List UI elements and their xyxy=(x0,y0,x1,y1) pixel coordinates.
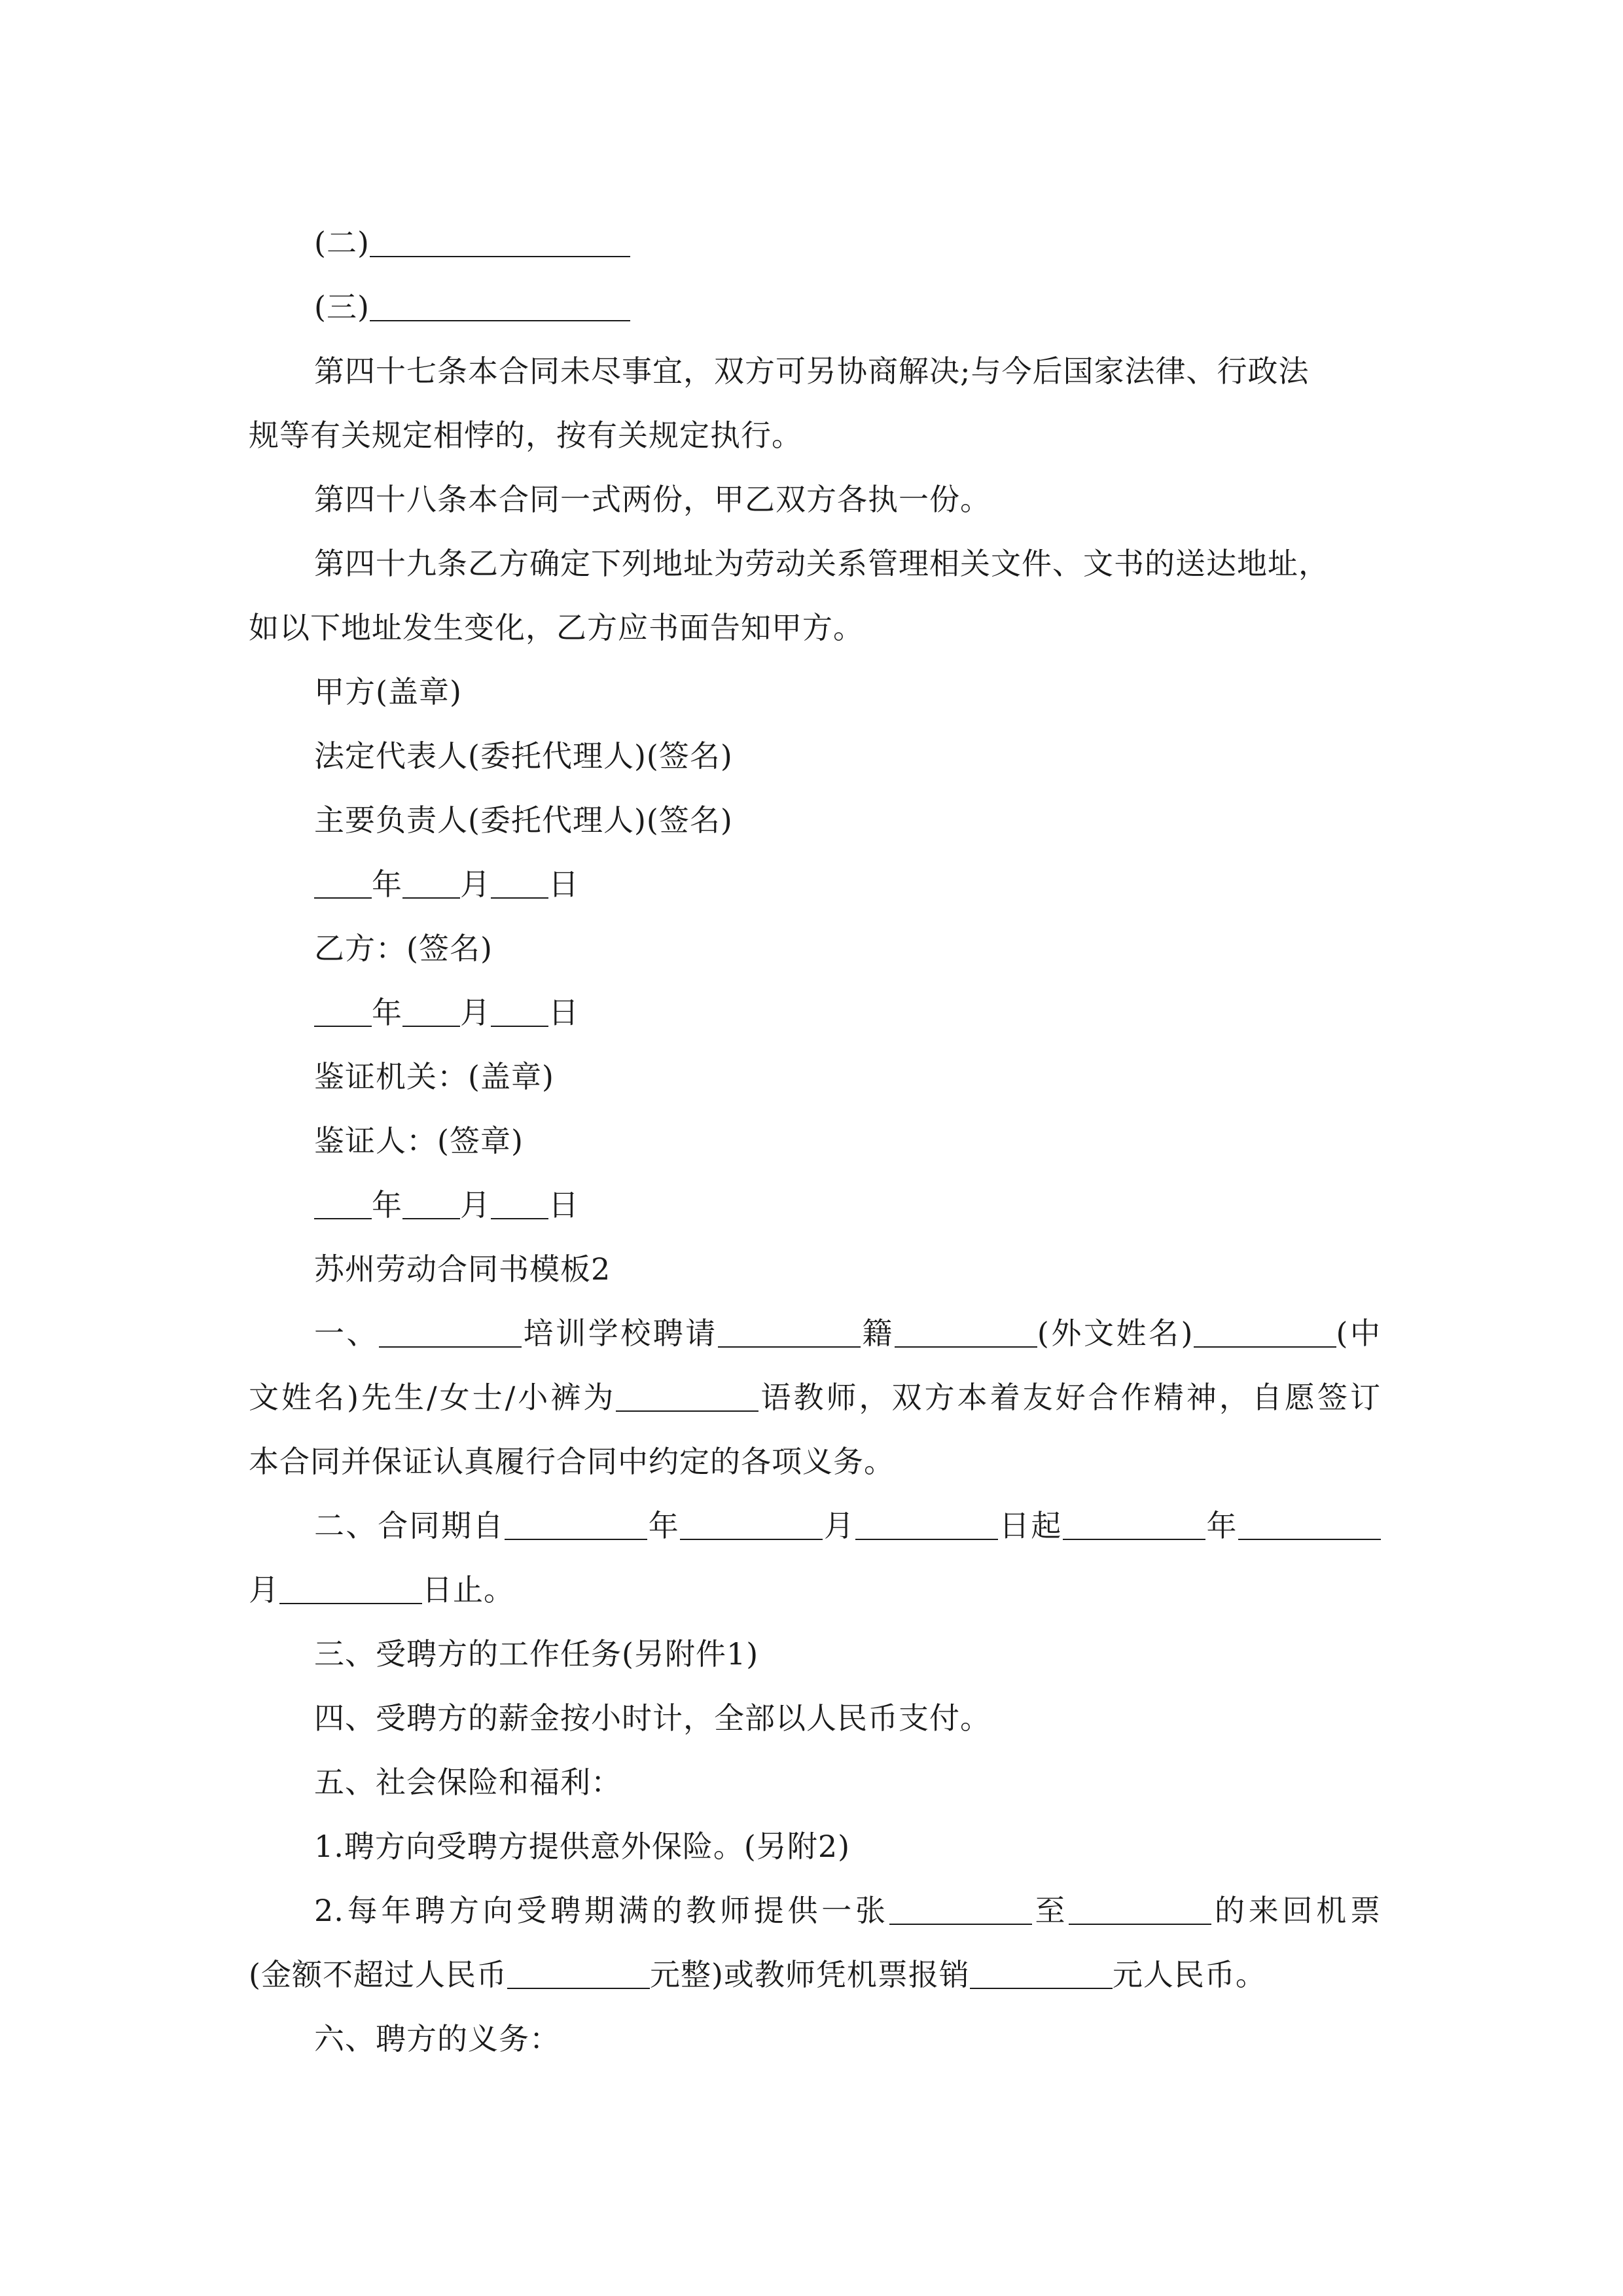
s1-text-3: 籍 xyxy=(860,1316,895,1351)
section-3: 三、受聘方的工作任务(另附件1) xyxy=(314,1636,759,1672)
s1-text-5: (中 xyxy=(1336,1316,1381,1351)
s5-text-1: 2.每年聘方向受聘期满的教师提供一张 xyxy=(314,1893,889,1928)
article-48: 第四十八条本合同一式两份，甲乙双方各执一份。 xyxy=(314,482,991,517)
year-blank[interactable] xyxy=(314,999,372,1027)
authority-seal: 鉴证机关：(盖章) xyxy=(314,1059,554,1094)
article-47-line-1: 第四十七条本合同未尽事宜，双方可另协商解决;与今后国家法律、行政法 xyxy=(314,353,1310,389)
year-blank[interactable] xyxy=(314,871,372,899)
article-47-line-2: 规等有关规定相悖的，按有关规定执行。 xyxy=(249,418,802,453)
s2-text-7: 日止。 xyxy=(422,1572,514,1607)
item-three-label: (三) xyxy=(314,289,370,325)
s5-text-2: 至 xyxy=(1031,1893,1069,1928)
reimburse-amount-blank[interactable] xyxy=(970,1962,1113,1989)
nationality-blank[interactable] xyxy=(718,1320,861,1348)
s2-text-2: 年 xyxy=(647,1508,681,1543)
principal-sign: 主要负责人(委托代理人)(签名) xyxy=(314,802,733,838)
section-5-item-2-line-1 xyxy=(249,1878,1381,1943)
day-label: 日 xyxy=(548,1187,579,1223)
start-year-blank[interactable] xyxy=(505,1513,647,1540)
foreign-name-blank[interactable] xyxy=(895,1320,1037,1348)
section-2-line-2 xyxy=(249,1558,1381,1622)
s5-text-5: 元整)或教师凭机票报销 xyxy=(649,1957,970,1992)
date-line-party-b xyxy=(249,980,1381,1045)
legal-representative-sign: 法定代表人(委托代理人)(签名) xyxy=(314,738,733,774)
party-a-seal: 甲方(盖章) xyxy=(314,674,462,709)
day-blank[interactable] xyxy=(491,1192,548,1219)
item-two-blank[interactable] xyxy=(370,230,630,257)
section-5: 五、社会保险和福利： xyxy=(314,1765,622,1800)
template-title: 苏州劳动合同书模板2 xyxy=(314,1251,611,1287)
start-month-blank[interactable] xyxy=(680,1513,823,1540)
section-1-line-1 xyxy=(249,1301,1381,1365)
day-label: 日 xyxy=(548,995,579,1030)
item-two-label: (二) xyxy=(314,225,370,260)
date-line-party-a xyxy=(249,852,1381,916)
s2-text-5: 年 xyxy=(1205,1508,1239,1543)
s1-text-2: 培训学校聘请 xyxy=(522,1316,718,1351)
day-blank[interactable] xyxy=(491,871,548,899)
end-year-blank[interactable] xyxy=(1063,1513,1205,1540)
from-city-blank[interactable] xyxy=(889,1897,1032,1925)
section-5-item-2-line-2 xyxy=(249,1943,1381,2007)
day-label: 日 xyxy=(548,867,579,902)
section-4: 四、受聘方的薪金按小时计，全部以人民币支付。 xyxy=(314,1700,991,1736)
notary-sign: 鉴证人：(签章) xyxy=(314,1123,524,1158)
item-three-line xyxy=(249,275,1381,339)
s1-text-6: 文姓名)先生/女士/小裤为 xyxy=(249,1380,616,1415)
school-name-blank[interactable] xyxy=(379,1320,522,1348)
month-blank[interactable] xyxy=(402,1192,460,1219)
chinese-name-blank[interactable] xyxy=(1194,1320,1336,1348)
section-6: 六、聘方的义务： xyxy=(314,2021,560,2056)
max-amount-blank[interactable] xyxy=(507,1962,650,1989)
day-blank[interactable] xyxy=(491,999,548,1027)
month-label: 月 xyxy=(460,995,491,1030)
month-blank[interactable] xyxy=(402,999,460,1027)
start-day-blank[interactable] xyxy=(855,1513,998,1540)
s2-text-1: 二、合同期自 xyxy=(314,1508,505,1543)
year-label: 年 xyxy=(372,867,402,902)
section-5-item-1: 1.聘方向受聘方提供意外保险。(另附2) xyxy=(314,1829,851,1864)
month-label: 月 xyxy=(460,1187,491,1223)
section-1-line-3: 本合同并保证认真履行合同中约定的各项义务。 xyxy=(249,1444,895,1479)
s2-text-6: 月 xyxy=(249,1572,279,1607)
item-three-blank[interactable] xyxy=(370,294,630,321)
end-month-blank[interactable] xyxy=(1238,1513,1381,1540)
s1-text-4: (外文姓名) xyxy=(1037,1316,1194,1351)
s5-text-4: (金额不超过人民币 xyxy=(249,1957,507,1992)
to-city-blank[interactable] xyxy=(1069,1897,1211,1925)
date-line-notary xyxy=(249,1173,1381,1237)
year-label: 年 xyxy=(372,995,402,1030)
s2-text-4: 日起 xyxy=(998,1508,1063,1543)
contract-page xyxy=(249,211,1381,2071)
month-blank[interactable] xyxy=(402,871,460,899)
s1-text-7: 语教师，双方本着友好合作精神，自愿签订 xyxy=(758,1380,1381,1415)
s2-text-3: 月 xyxy=(823,1508,856,1543)
section-2-line-1 xyxy=(249,1494,1381,1558)
article-49-line-2: 如以下地址发生变化，乙方应书面告知甲方。 xyxy=(249,610,864,645)
end-day-blank[interactable] xyxy=(279,1577,422,1604)
s5-text-6: 元人民币。 xyxy=(1112,1957,1266,1992)
year-label: 年 xyxy=(372,1187,402,1223)
item-two-line xyxy=(249,211,1381,275)
article-49-line-1: 第四十九条乙方确定下列地址为劳动关系管理相关文件、文书的送达地址， xyxy=(314,546,1329,581)
year-blank[interactable] xyxy=(314,1192,372,1219)
s1-text-1: 一、 xyxy=(314,1316,380,1351)
s5-text-3: 的来回机票 xyxy=(1211,1893,1381,1928)
section-1-line-2 xyxy=(249,1365,1381,1429)
language-blank[interactable] xyxy=(616,1384,758,1412)
party-b-sign: 乙方：(签名) xyxy=(314,931,493,966)
month-label: 月 xyxy=(460,867,491,902)
